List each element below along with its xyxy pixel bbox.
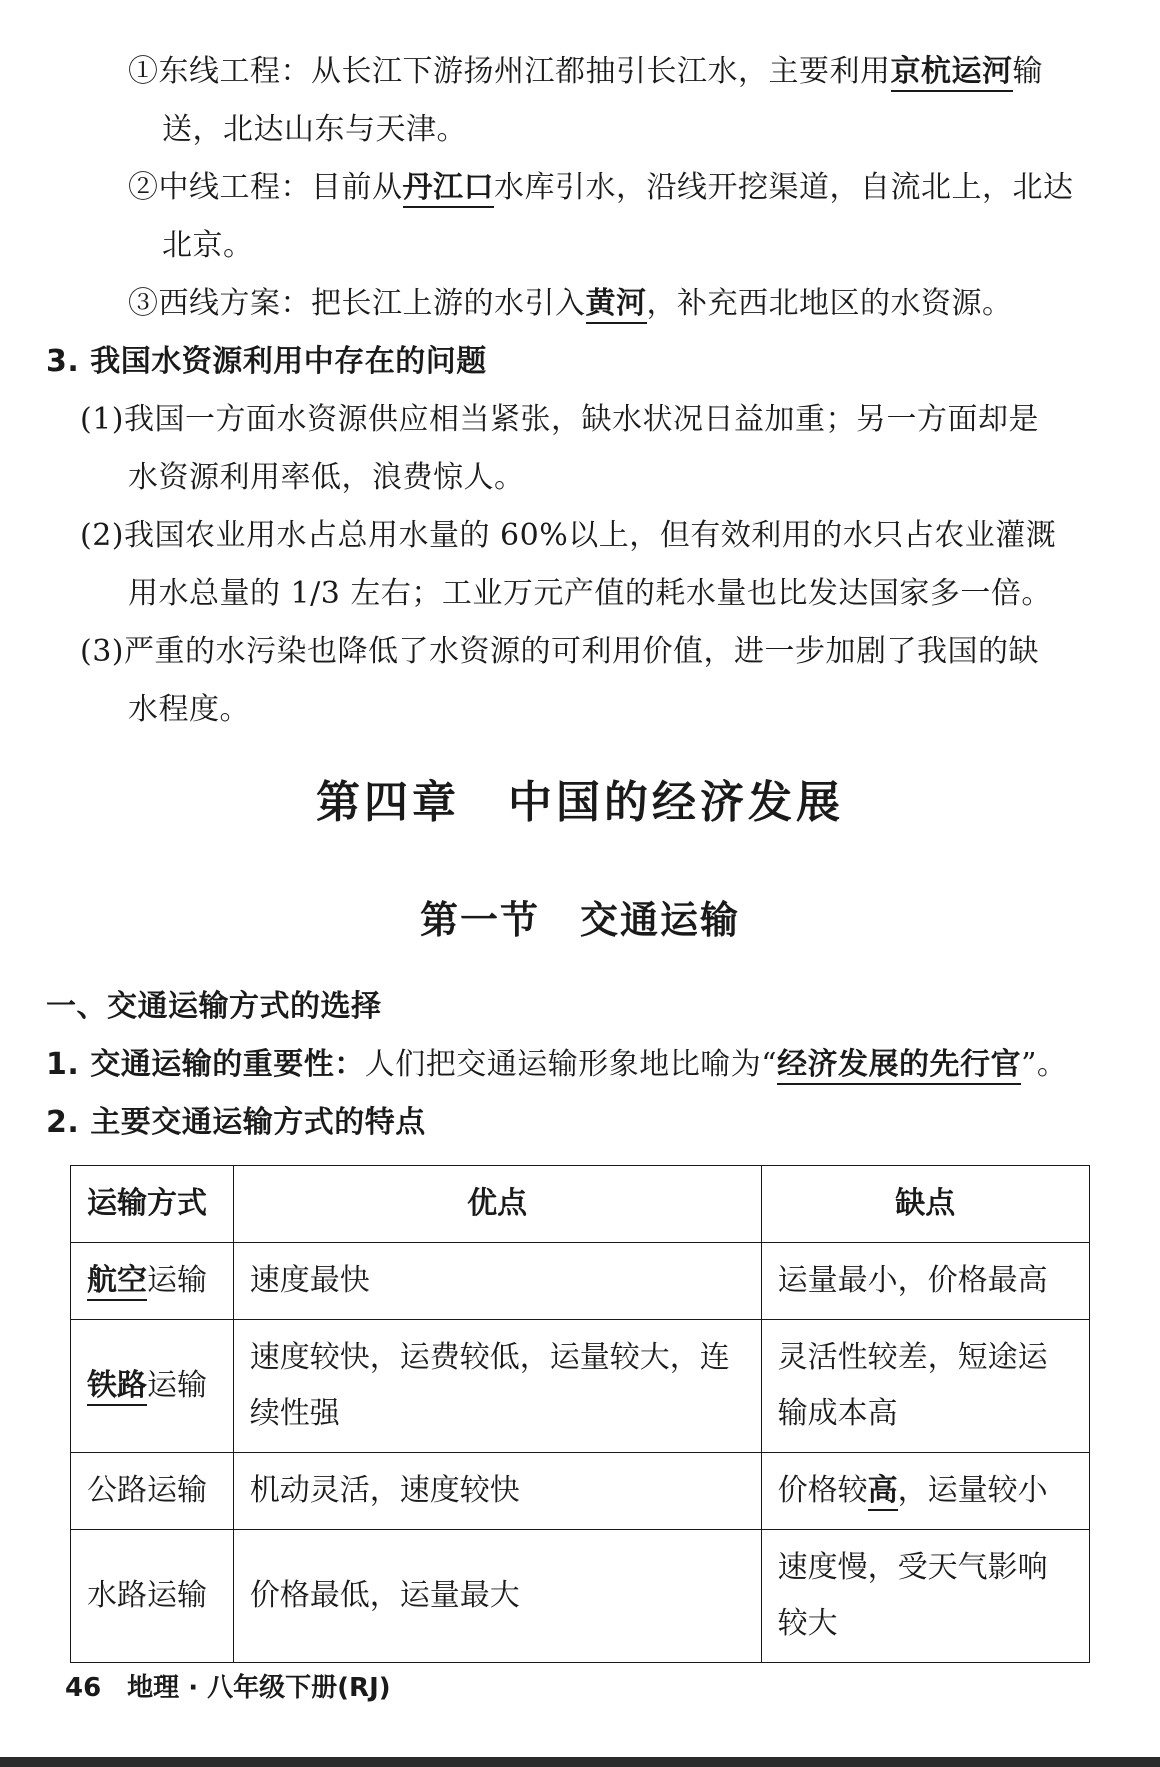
bottom-bar bbox=[0, 1757, 1160, 1767]
chapter-title: 第四章 中国的经济发展 bbox=[316, 777, 844, 828]
mode-rest: 运输 bbox=[147, 1263, 207, 1298]
west-route-suffix: ，补充西北地区的水资源。 bbox=[646, 286, 1013, 321]
mode-key-term: 航空 bbox=[87, 1263, 147, 1301]
middle-route-key-term: 丹江口 bbox=[403, 170, 495, 208]
transport-item-1 bbox=[46, 1043, 1067, 1087]
advantages-cell: 速度较快，运费较低，运量较大，连续性强 bbox=[233, 1320, 761, 1453]
disadvantages-cell bbox=[761, 1453, 1089, 1530]
disadvantages-cell bbox=[761, 1320, 1089, 1453]
problems-heading: 3. 我国水资源利用中存在的问题 bbox=[46, 344, 487, 379]
table-row bbox=[71, 1453, 1090, 1530]
disadvantages-text-pre: 价格较 bbox=[777, 1473, 868, 1508]
east-route-continuation: 送，北达山东与天津。 bbox=[162, 112, 467, 147]
table-row bbox=[71, 1530, 1090, 1663]
mode-cell bbox=[71, 1453, 234, 1530]
problem-1-line-1: (1)我国一方面水资源供应相当紧张，缺水状况日益加重；另一方面却是 bbox=[80, 402, 1039, 437]
advantages-cell: 速度最快 bbox=[233, 1243, 761, 1320]
east-route-prefix: ①东线工程：从长江下游扬州江都抽引长江水，主要利用 bbox=[128, 54, 891, 89]
problem-3-line-1: (3)严重的水污染也降低了水资源的可利用价值，进一步加剧了我国的缺 bbox=[80, 634, 1039, 669]
disadvantages-text: 运量最小，价格最高 bbox=[777, 1263, 1048, 1298]
transport-item-1-label: 1. 交通运输的重要性： bbox=[46, 1047, 365, 1082]
disadvantages-text-post: ，运量较小 bbox=[897, 1473, 1048, 1508]
mode-rest: 运输 bbox=[147, 1368, 207, 1403]
problem-3-line-2: 水程度。 bbox=[128, 692, 250, 727]
header-disadvantages: 缺点 bbox=[761, 1166, 1089, 1243]
advantages-cell: 机动灵活，速度较快 bbox=[233, 1453, 761, 1530]
mode-cell bbox=[71, 1320, 234, 1453]
problem-1-line-2: 水资源利用率低，浪费惊人。 bbox=[128, 460, 525, 495]
transport-item-1-key-term: 经济发展的先行官 bbox=[777, 1047, 1021, 1085]
mode-rest: 水路运输 bbox=[87, 1578, 207, 1613]
disadvantages-text: 速度慢，受天气影响较大 bbox=[777, 1550, 1048, 1641]
header-mode: 运输方式 bbox=[71, 1166, 234, 1243]
table-row bbox=[71, 1320, 1090, 1453]
mode-key-term: 铁路 bbox=[87, 1368, 147, 1406]
problem-2-line-1: (2)我国农业用水占总用水量的 60%以上，但有效利用的水只占农业灌溉 bbox=[80, 518, 1057, 553]
disadvantages-text: 灵活性较差，短途运输成本高 bbox=[777, 1340, 1048, 1431]
mode-cell bbox=[71, 1243, 234, 1320]
transport-item-1-text: 人们把交通运输形象地比喻为“ bbox=[364, 1047, 778, 1082]
transport-heading: 一、交通运输方式的选择 bbox=[46, 989, 382, 1024]
east-route-key-term: 京杭运河 bbox=[891, 54, 1013, 92]
transport-item-2: 2. 主要交通运输方式的特点 bbox=[46, 1105, 426, 1140]
section-title: 第一节 交通运输 bbox=[419, 897, 740, 942]
table-row bbox=[71, 1243, 1090, 1320]
advantages-cell: 价格最低，运量最大 bbox=[233, 1530, 761, 1663]
transport-features-table bbox=[70, 1165, 1090, 1663]
west-route-key-term: 黄河 bbox=[586, 286, 647, 324]
page-footer: 46 地理 · 八年级下册(RJ) bbox=[65, 1673, 391, 1703]
disadvantages-cell bbox=[761, 1530, 1089, 1663]
disadvantages-cell bbox=[761, 1243, 1089, 1320]
west-route-line bbox=[128, 282, 1013, 326]
middle-route-suffix: 水库引水，沿线开挖渠道，自流北上，北达 bbox=[494, 170, 1074, 205]
disadvantages-key-term: 高 bbox=[868, 1473, 898, 1511]
header-advantages: 优点 bbox=[233, 1166, 761, 1243]
middle-route-continuation: 北京。 bbox=[162, 228, 254, 263]
table-header-row bbox=[71, 1166, 1090, 1243]
east-route-line bbox=[128, 50, 1043, 94]
west-route-prefix: ③西线方案：把长江上游的水引入 bbox=[128, 286, 586, 321]
transport-item-1-end: ”。 bbox=[1021, 1047, 1068, 1082]
problem-2-line-2: 用水总量的 1/3 左右；工业万元产值的耗水量也比发达国家多一倍。 bbox=[128, 576, 1052, 611]
east-route-suffix: 输 bbox=[1012, 54, 1043, 89]
mode-rest: 公路运输 bbox=[87, 1473, 207, 1508]
middle-route-line bbox=[128, 166, 1074, 210]
mode-cell bbox=[71, 1530, 234, 1663]
middle-route-prefix: ②中线工程：目前从 bbox=[128, 170, 403, 205]
